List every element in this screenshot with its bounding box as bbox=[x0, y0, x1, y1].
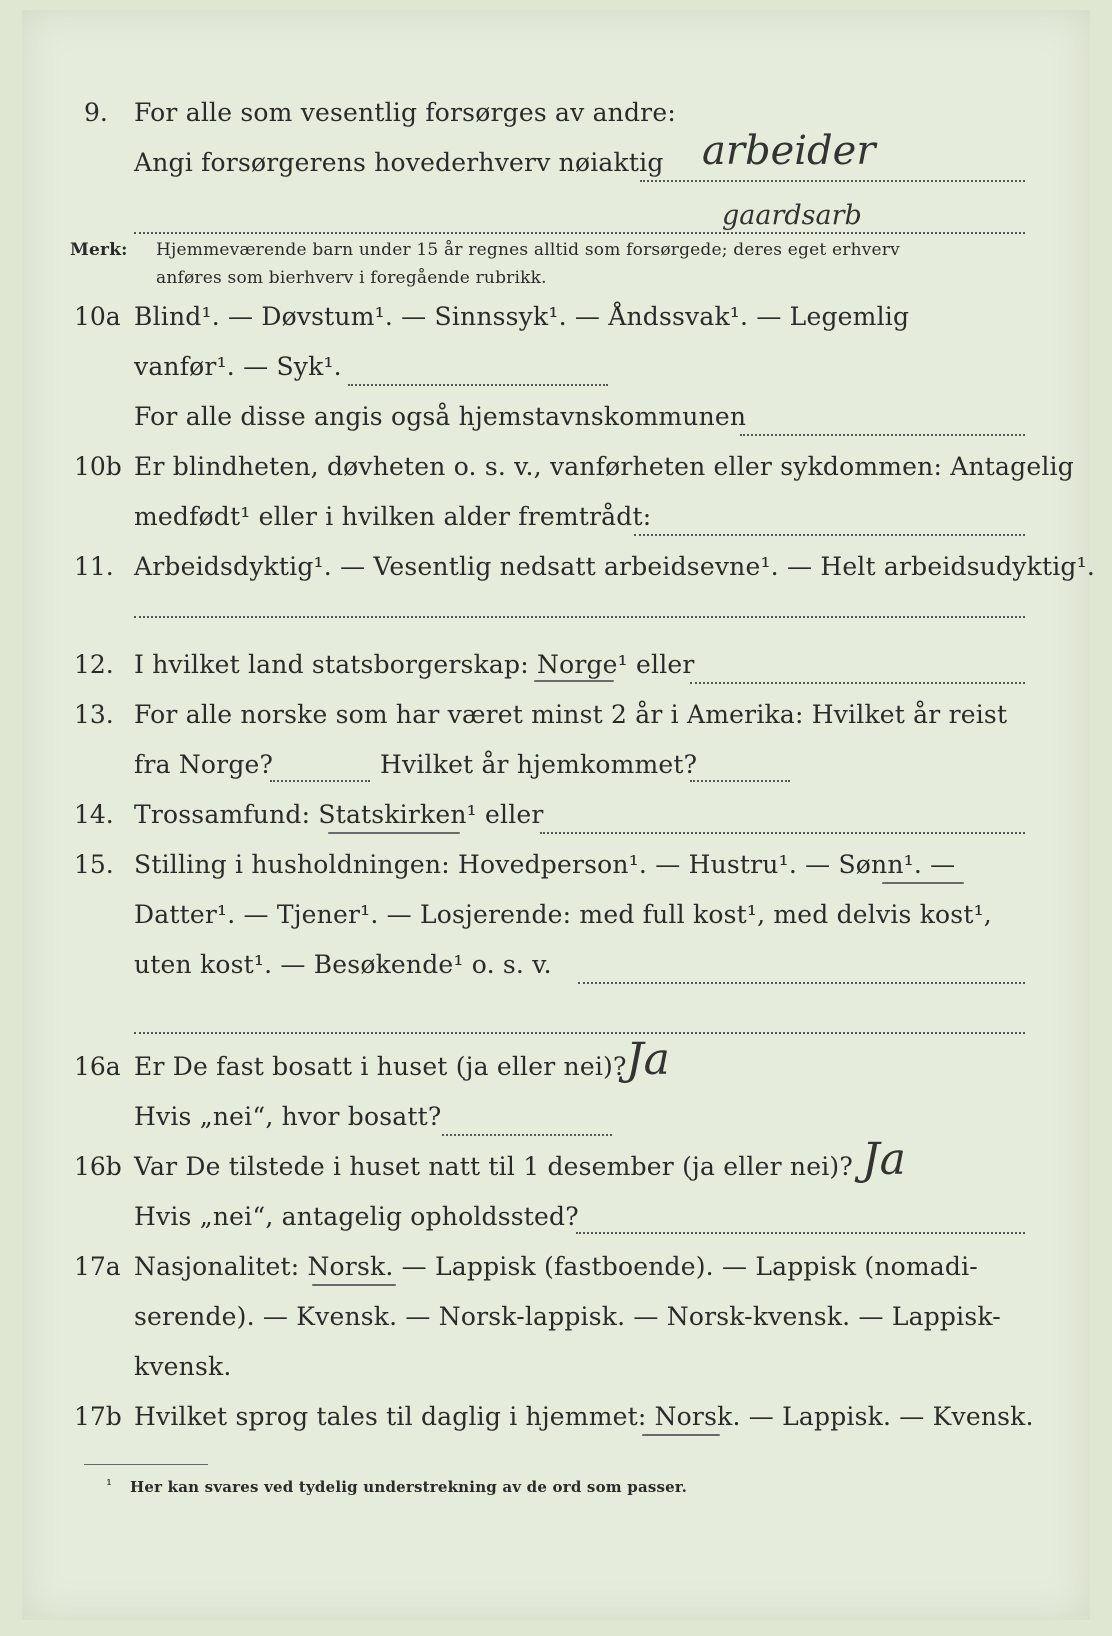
q16a-answer-line bbox=[442, 1134, 612, 1136]
q17a-number: 17a bbox=[74, 1252, 121, 1281]
q9-line2: Angi forsørgerens hovederhverv nøiaktig bbox=[134, 148, 664, 177]
q17a-line2: serende). — Kvensk. — Norsk-lappisk. — Norsk-kvensk. — Lappisk- bbox=[134, 1302, 1001, 1331]
q12-norge-underline bbox=[534, 680, 614, 682]
q9-handwritten-answer1: arbeider bbox=[702, 128, 876, 174]
q14-line1: Trossamfund: Statskirken¹ eller bbox=[134, 800, 544, 829]
q16a-line2: Hvis „nei“, hvor bosatt? bbox=[134, 1102, 442, 1131]
q13-line2b: Hvilket år hjemkommet? bbox=[380, 750, 698, 779]
q10a-line1: Blind¹. — Døvstum¹. — Sinnssyk¹. — Åndssvak¹. — Legemlig bbox=[134, 302, 910, 331]
q16b-handwritten-answer: Ja bbox=[862, 1134, 906, 1185]
q11-number: 11. bbox=[74, 552, 114, 581]
q14-number: 14. bbox=[74, 800, 114, 829]
q17b-number: 17b bbox=[74, 1402, 122, 1431]
q10b-number: 10b bbox=[74, 452, 122, 481]
q13-line1: For alle norske som har været minst 2 år i Amerika: Hvilket år reist bbox=[134, 700, 1008, 729]
q15-number: 15. bbox=[74, 850, 114, 879]
q15-line1: Stilling i husholdningen: Hovedperson¹. — Hustru¹. — Sønn¹. — bbox=[134, 850, 956, 879]
q16b-line2: Hvis „nei“, antagelig opholdssted? bbox=[134, 1202, 579, 1231]
q15-answer-line bbox=[578, 982, 1025, 984]
q10a-hjemstavn-line bbox=[740, 434, 1025, 436]
q14-statskirken-underline bbox=[328, 832, 460, 834]
q16a-line1: Er De fast bosatt i huset (ja eller nei)? bbox=[134, 1052, 627, 1081]
q9-answer-line bbox=[640, 180, 1025, 182]
q15-line3: uten kost¹. — Besøkende¹ o. s. v. bbox=[134, 950, 552, 979]
footnote-mark: ¹ bbox=[106, 1476, 113, 1494]
footnote-text: Her kan svares ved tydelig understrekning av de ord som passer. bbox=[130, 1478, 688, 1496]
q16a-handwritten-answer: Ja bbox=[626, 1034, 670, 1085]
q16b-number: 16b bbox=[74, 1152, 122, 1181]
census-form-page bbox=[22, 10, 1095, 1620]
q14-answer-line bbox=[540, 832, 1025, 834]
q11-answer-line bbox=[134, 616, 1025, 618]
q10a-number: 10a bbox=[74, 302, 121, 331]
q10b-answer-line bbox=[634, 534, 1025, 536]
footnote-rule bbox=[84, 1464, 208, 1465]
q12-answer-line bbox=[690, 682, 1025, 684]
q17b-line1: Hvilket sprog tales til daglig i hjemmet: Norsk. — Lappisk. — Kvensk. bbox=[134, 1402, 1034, 1431]
q17a-line3: kvensk. bbox=[134, 1352, 232, 1381]
q17a-norsk-underline bbox=[312, 1284, 396, 1286]
q10a-answer-line bbox=[348, 384, 608, 386]
merk-line2: anføres som bierhverv i foregående rubrikk. bbox=[156, 268, 547, 288]
q10b-line2: medfødt¹ eller i hvilken alder fremtrådt: bbox=[134, 502, 652, 531]
merk-label: Merk: bbox=[70, 240, 128, 260]
q15-line2: Datter¹. — Tjener¹. — Losjerende: med full kost¹, med delvis kost¹, bbox=[134, 900, 992, 929]
q10a-line2: vanfør¹. — Syk¹. bbox=[134, 352, 342, 381]
q9-handwritten-answer2: gaardsarb bbox=[722, 200, 862, 231]
q13-hjemkommet-line bbox=[690, 780, 790, 782]
q15-sonn-underline bbox=[882, 882, 964, 884]
q16b-answer-line bbox=[576, 1232, 1025, 1234]
q17a-line1: Nasjonalitet: Norsk. — Lappisk (fastboende). — Lappisk (nomadi- bbox=[134, 1252, 978, 1281]
q17b-norsk-underline bbox=[642, 1434, 720, 1436]
q11-line1: Arbeidsdyktig¹. — Vesentlig nedsatt arbeidsevne¹. — Helt arbeidsudyktig¹. bbox=[134, 552, 1095, 581]
q9-line1: For alle som vesentlig forsørges av andre: bbox=[134, 98, 676, 127]
q13-line2: fra Norge? bbox=[134, 750, 274, 779]
q13-number: 13. bbox=[74, 700, 114, 729]
q15-answer-line2 bbox=[134, 1032, 1025, 1034]
q10b-line1: Er blindheten, døvheten o. s. v., vanførheten eller sykdommen: Antagelig bbox=[134, 452, 1074, 481]
merk-line1: Hjemmeværende barn under 15 år regnes alltid som forsørgede; deres eget erhverv bbox=[156, 240, 900, 260]
q10a-line3: For alle disse angis også hjemstavnskommunen bbox=[134, 402, 747, 431]
q13-reist-line bbox=[270, 780, 370, 782]
q12-line1: I hvilket land statsborgerskap: Norge¹ eller bbox=[134, 650, 695, 679]
q16a-number: 16a bbox=[74, 1052, 121, 1081]
q16b-line1: Var De tilstede i huset natt til 1 desember (ja eller nei)? bbox=[134, 1152, 853, 1181]
q9-number: 9. bbox=[84, 98, 108, 127]
q12-number: 12. bbox=[74, 650, 114, 679]
q9-answer-line2 bbox=[134, 232, 1025, 234]
